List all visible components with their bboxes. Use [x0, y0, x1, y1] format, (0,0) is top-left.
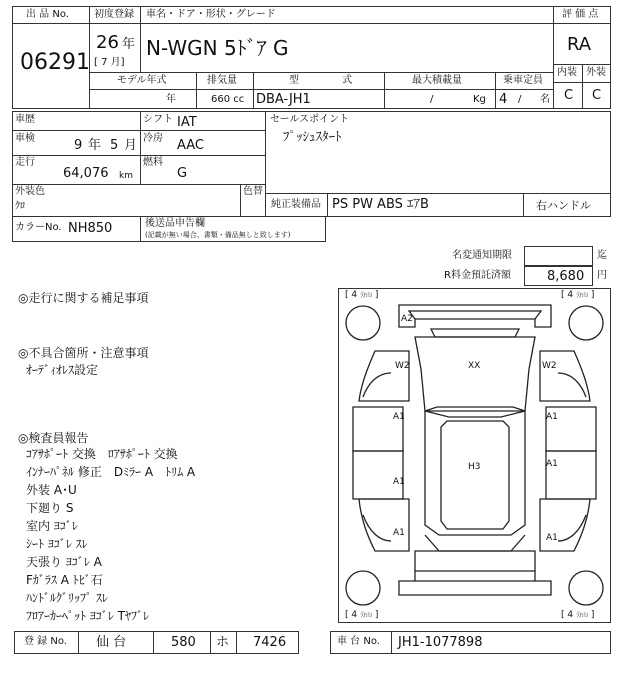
reg-label: 登 録 No. — [24, 636, 67, 647]
mark-roof: H3 — [468, 462, 481, 472]
mileage-value: 64,076 — [63, 166, 109, 181]
inspector-item: ｺｱｻﾎﾟｰﾄ 交換 ﾛｱｻﾎﾟｰﾄ 交換 — [26, 447, 178, 461]
inspector-item: 外装 A･U — [26, 483, 77, 497]
mark-left-quarter: A1 — [393, 528, 405, 538]
ext-color-cell — [12, 184, 266, 217]
reg-area: 仙 台 — [96, 635, 127, 650]
left-fender — [359, 351, 409, 401]
inspection-year: 9 — [74, 138, 83, 153]
mileage-unit: km — [119, 171, 133, 181]
mark-right-front-door: A1 — [546, 412, 558, 422]
inspection-month: 5 — [110, 138, 119, 153]
model-year-unit: 年 — [166, 94, 176, 105]
defect-title: ◎不具合箇所・注意事項 — [18, 346, 149, 360]
rear-hatch — [415, 551, 535, 571]
tire-bottom-left — [346, 571, 380, 605]
chassis-number: JH1-1077898 — [398, 635, 483, 650]
fuel-label: 燃料 — [143, 157, 163, 168]
inspector-item: ﾊﾝﾄﾞﾙｸﾞﾘｯﾌﾟ ｽﾚ — [26, 591, 108, 605]
mileage-label: 走行 — [15, 157, 35, 168]
inspector-item: ｼｰﾄ ﾖｺﾞﾚ ｽﾚ — [26, 537, 88, 551]
hood — [415, 337, 535, 411]
steering-value: 右ハンドル — [536, 199, 591, 212]
tire-tr-label: [ 4 分山 ] — [561, 290, 595, 300]
reg-number: 7426 — [253, 635, 287, 650]
recycle-unit: 円 — [597, 270, 607, 281]
roof — [441, 421, 509, 529]
mark-left-rear-door: A1 — [393, 477, 405, 487]
mark-left-fender: W2 — [395, 361, 410, 371]
details-left-block — [12, 111, 266, 185]
tire-br-unit: 分山 — [575, 612, 588, 619]
right-quarter — [540, 499, 590, 551]
inspector-item: 室内 ﾖｺﾞﾚ — [26, 519, 78, 533]
equipment-value: PS PW ABS ｴｱB — [332, 197, 429, 212]
ext-color-label: 外装色 — [15, 186, 45, 197]
inspector-item: ﾌﾛｱｰｶｰﾍﾟｯﾄ ﾖｺﾞﾚ Tﾔﾌﾞﾚ — [26, 609, 149, 623]
front-bumper — [399, 305, 551, 327]
left-quarter — [359, 499, 409, 551]
type-label: 型 式 — [289, 75, 353, 86]
docs-label: 後送品申告欄 — [145, 218, 205, 229]
interior-grade: C — [564, 88, 574, 103]
max-load-label: 最大積載量 — [412, 75, 462, 86]
mark-right-rear-door: A1 — [546, 459, 558, 469]
aircon-value: AAC — [177, 138, 204, 153]
mark-front-bumper: A2 — [401, 314, 413, 324]
tire-br: 4 — [567, 610, 574, 620]
load-unit: Kg — [473, 94, 486, 105]
inspector-title: ◎検査員報告 — [18, 431, 89, 445]
right-fender — [540, 351, 590, 401]
mark-left-front-door: A1 — [393, 412, 405, 422]
displacement-value: 660 cc — [211, 94, 245, 105]
name-label: 車名・ドア・形状・グレード — [146, 9, 276, 20]
tire-top-left — [346, 306, 380, 340]
inspector-item: 天張り ﾖｺﾞﾚ A — [26, 555, 102, 569]
tire-tl-label: [ 4 分山 ] — [345, 290, 379, 300]
chassis-label: 車 台 No. — [337, 636, 380, 647]
reg-class: 580 — [171, 635, 196, 650]
recycle-amount: 8,680 — [547, 269, 585, 284]
car-diagram — [338, 288, 611, 623]
inspection-label: 車検 — [15, 133, 35, 144]
tire-br-label: [ 4 分山 ] — [561, 610, 595, 620]
tire-bl-unit: 分山 — [359, 612, 372, 619]
shift-label: シフト — [143, 114, 173, 125]
sales-point-label: セールスポイント — [270, 114, 350, 125]
mark-hood: XX — [468, 361, 481, 371]
history-label: 車歴 — [15, 114, 35, 125]
capacity-label: 乗車定員 — [503, 75, 543, 86]
tire-tl: 4 — [351, 290, 358, 300]
tire-bl-label: [ 4 分山 ] — [345, 610, 379, 620]
ext-color-value: ｸﾛ — [15, 201, 25, 212]
displacement-label: 排気量 — [207, 75, 237, 86]
capacity-suffix: 名 — [540, 94, 550, 105]
defect-item: ｵｰﾃﾞｨｵﾚｽ設定 — [26, 363, 99, 377]
car-name: N-WGN 5ﾄﾞｱ G — [146, 36, 289, 60]
mark-right-quarter: A1 — [546, 533, 558, 543]
mark-right-fender: W2 — [542, 361, 557, 371]
left-rear-door — [353, 451, 403, 499]
inspector-item: ｲﾝﾅｰﾊﾟﾈﾙ 修正 Dﾐﾗｰ A ﾄﾘﾑ A — [26, 465, 196, 479]
color-no-value: NH850 — [68, 221, 113, 236]
deadline-label: 名変通知期限 — [452, 250, 512, 261]
fuel-value: G — [177, 166, 188, 181]
equipment-label: 純正装備品 — [271, 199, 321, 210]
capacity-value: 4 — [499, 92, 508, 107]
tire-bl: 4 — [351, 610, 358, 620]
lot-label: 出 品 No. — [26, 9, 69, 20]
inspection-year-unit: 年 — [88, 138, 102, 153]
capacity-slash: / — [518, 94, 522, 105]
color-no-label: カラーNo. — [15, 222, 62, 233]
supplement-title: ◎走行に関する補足事項 — [18, 291, 149, 305]
inspector-item: 下廻り S — [26, 501, 74, 515]
tire-bottom-right — [569, 571, 603, 605]
rating-label: 評 価 点 — [562, 9, 599, 20]
aircon-label: 冷房 — [143, 133, 163, 144]
tire-top-right — [569, 306, 603, 340]
rating-value: RA — [567, 34, 592, 55]
tire-tl-unit: 分山 — [359, 292, 372, 299]
first-reg-year-unit: 年 — [122, 37, 136, 52]
tire-tr: 4 — [567, 290, 574, 300]
inspection-month-unit: 月 — [124, 138, 138, 153]
reg-kana: ホ — [216, 635, 230, 650]
model-code: DBA-JH1 — [256, 92, 311, 107]
rear-bumper — [399, 581, 551, 595]
inspector-item: Fｶﾞﾗｽ A ﾄﾋﾞ石 — [26, 573, 103, 587]
docs-note: (記載が無い場合、書類・備品無しと致します) — [145, 231, 291, 239]
sales-point-value: ﾌﾟｯｼｭｽﾀｰﾄ — [283, 130, 342, 145]
first-reg-label: 初度登録 — [94, 9, 134, 20]
first-reg-year: 26 — [96, 32, 119, 53]
exterior-grade: C — [592, 88, 602, 103]
color-change-label: 色替 — [243, 186, 263, 197]
model-year-label: モデル年式 — [117, 75, 167, 86]
shift-value: IAT — [177, 115, 197, 130]
lot-number: 06291 — [20, 50, 90, 75]
interior-label: 内装 — [557, 67, 577, 78]
deadline-cell — [524, 246, 593, 266]
recycle-label: R料金預託済額 — [444, 270, 511, 281]
deadline-unit: 迄 — [597, 250, 607, 261]
max-load-value: / — [430, 94, 434, 105]
first-reg-month: [ 7 月] — [94, 57, 125, 68]
exterior-label: 外装 — [586, 67, 606, 78]
tire-tr-unit: 分山 — [575, 292, 588, 299]
